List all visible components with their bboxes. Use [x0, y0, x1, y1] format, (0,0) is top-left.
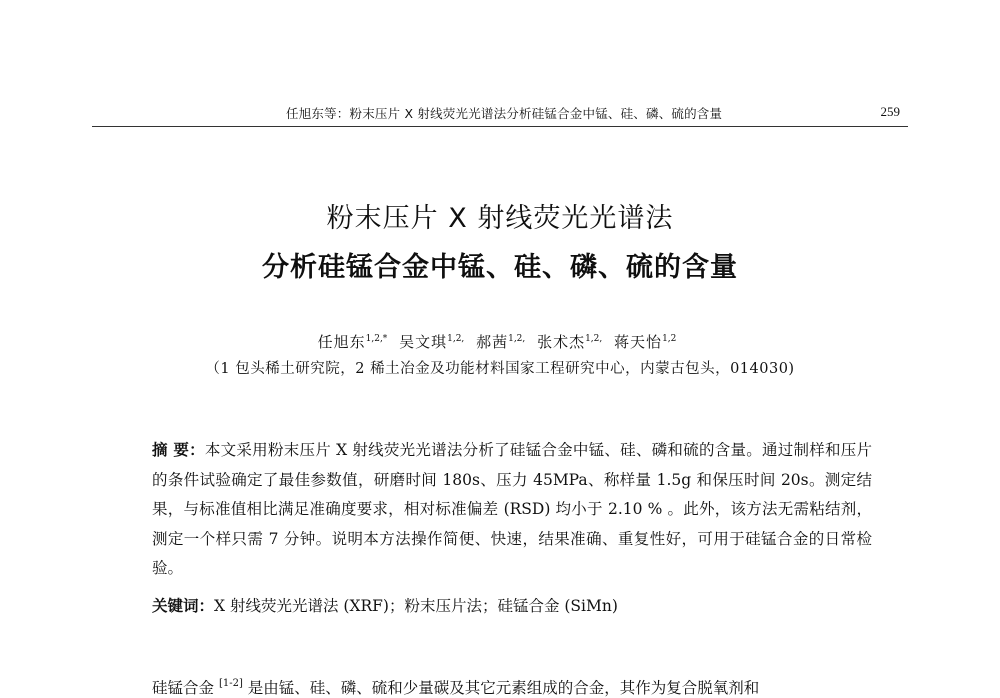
running-title: 任旭东等：粉末压片 X 射线荧光光谱法分析硅锰合金中锰、硅、磷、硫的含量: [286, 106, 723, 121]
author-list: [0, 331, 1000, 352]
header-divider: [92, 126, 908, 127]
page-number: 259: [880, 104, 900, 119]
running-header: [152, 104, 908, 124]
author-affiliation-mark: 1,2,: [447, 334, 465, 344]
body-text-start: 硅锰合金: [152, 679, 215, 697]
author-affiliation-mark: 1,2,: [508, 334, 526, 344]
body-text: 是由锰、硅、磷、硫和少量碳及其它元素组成的合金，其作为复合脱氧剂和: [247, 679, 760, 697]
abstract-label: 摘 要：: [152, 441, 205, 459]
paper-title-line-1: 粉末压片 X 射线荧光光谱法: [326, 203, 674, 234]
author-affiliation-mark: 1,2,*: [365, 334, 388, 344]
citation-ref: [1-2]: [218, 678, 243, 689]
abstract: [152, 436, 872, 584]
abstract-text: 本文采用粉末压片 X 射线荧光光谱法分析了硅锰合金中锰、硅、磷和硫的含量。通过制样和压片的条件试验确定了最佳参数值，研磨时间 180s、压力 45MPa、称样量 1.5g 和保压时间 20s。测定结果，与标准值相比满足准确度要求，相对标准偏差 (RSD) 均小于 2.10 % 。此外，该方法无需粘结剂，测定一个样只需 7 分钟。说明本方法操作简便、快速，结果准确、重复性好，可用于硅锰合金的日常检验。: [152, 441, 872, 577]
affiliation: （1 包头稀土研究院，2 稀土冶金及功能材料国家工程研究中心，内蒙古包头，014030): [205, 361, 795, 377]
author-name: 任旭东: [317, 333, 366, 351]
author-affiliation-mark: 1,2: [662, 334, 677, 344]
keywords-text: X 射线荧光光谱法 (XRF)；粉末压片法；硅锰合金 (SiMn): [214, 597, 618, 615]
paper-title-line-2: 分析硅锰合金中锰、硅、磷、硫的含量: [262, 252, 738, 283]
author-name: 郝茜: [476, 333, 509, 351]
keywords: [152, 594, 872, 616]
author-name: 蒋天怡: [614, 333, 663, 351]
author-affiliation-mark: 1,2,: [585, 334, 603, 344]
keywords-label: 关键词：: [152, 597, 215, 615]
author-name: 吴文琪: [399, 333, 448, 351]
author-name: 张术杰: [537, 333, 586, 351]
